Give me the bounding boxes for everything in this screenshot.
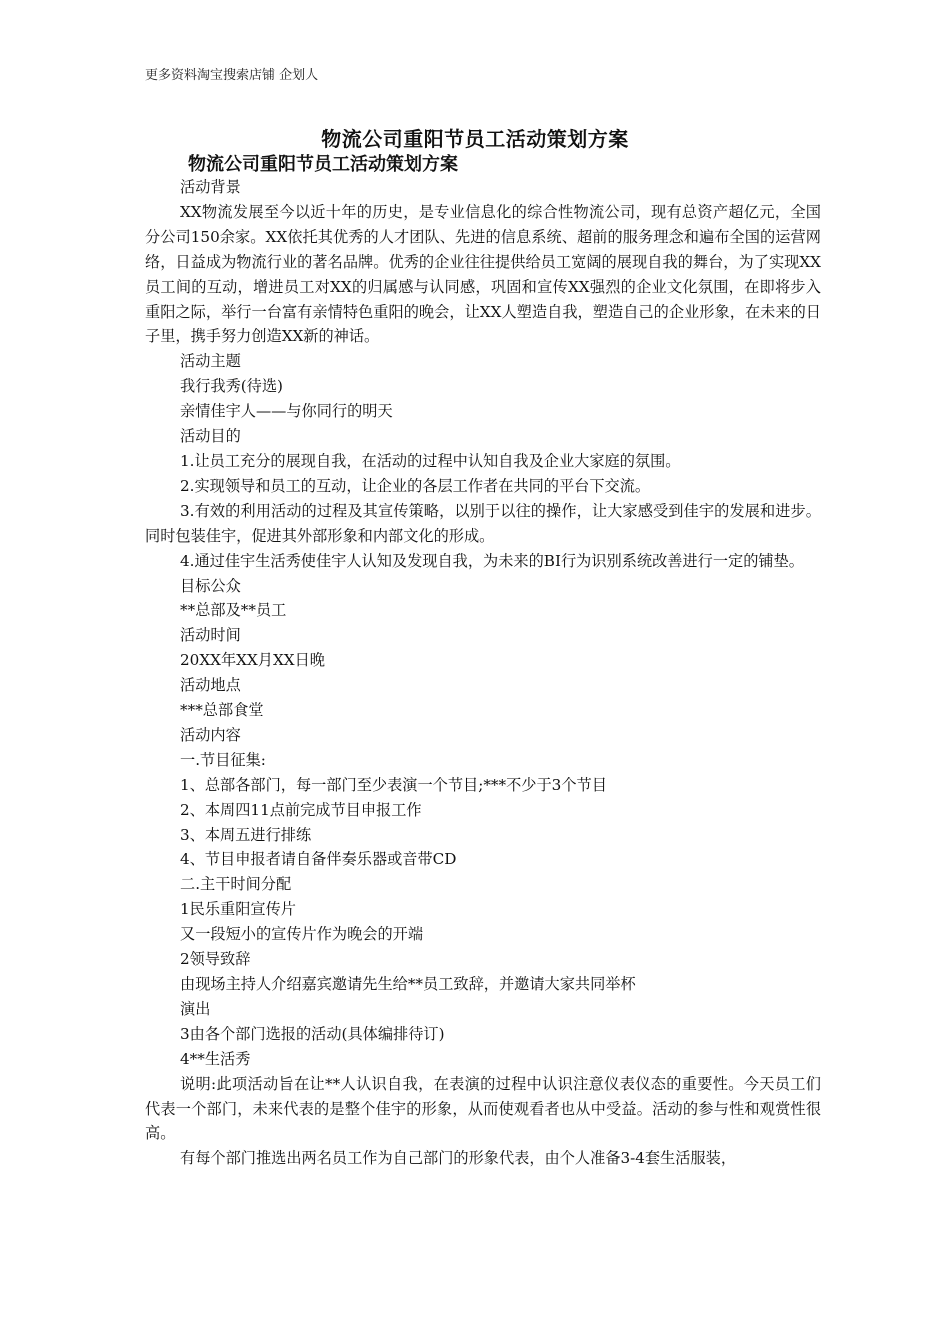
- body-paragraph: 亲情佳宇人——与你同行的明天: [180, 402, 393, 421]
- body-paragraph: 1.让员工充分的展现自我，在活动的过程中认知自我及企业大家庭的氛围。: [180, 451, 681, 470]
- body-paragraph: 4**生活秀: [180, 1049, 251, 1068]
- body-paragraph: 活动时间: [180, 626, 241, 645]
- body-paragraph: 活动内容: [180, 725, 241, 744]
- body-paragraph: ***总部食堂: [180, 701, 264, 720]
- body-paragraph: 4、节目申报者请自备伴奏乐器或音带CD: [180, 850, 457, 869]
- body-paragraph: 我行我秀(待选): [180, 377, 283, 396]
- body-paragraph: 2领导致辞: [180, 950, 251, 969]
- page-subtitle: 物流公司重阳节员工活动策划方案: [188, 154, 458, 175]
- page-title: 物流公司重阳节员工活动策划方案: [321, 127, 629, 151]
- body-paragraph: 说明:此项活动旨在让**人认识自我，在表演的过程中认识注意仪表仪态的重要性。今天员工们代表一个部门，未来代表的是整个佳宇的形象，从而使观看者也从中受益。活动的参与性和观赏性很高。: [145, 1074, 821, 1143]
- body-paragraph: 3由各个部门选报的活动(具体编排待订): [180, 1024, 445, 1043]
- body-paragraph: 2、本周四11点前完成节目申报工作: [180, 800, 422, 819]
- body-paragraph: 有每个部门推选出两名员工作为自己部门的形象代表，由个人准备3-4套生活服装，: [180, 1149, 737, 1168]
- body-paragraph: 1民乐重阳宣传片: [180, 900, 296, 919]
- header-note: 更多资料淘宝搜索店铺 企划人: [145, 68, 319, 83]
- body-paragraph: 目标公众: [180, 576, 241, 595]
- body-paragraph: **总部及**员工: [180, 601, 287, 620]
- body-paragraph: 3.有效的利用活动的过程及其宣传策略，以别于以往的操作，让大家感受到佳宇的发展和进步。同时包装佳宇，促进其外部形象和内部文化的形成。: [145, 501, 821, 545]
- body-paragraph: 活动目的: [180, 427, 241, 446]
- body-paragraph: 活动地点: [180, 676, 241, 695]
- body-paragraph: 1、总部各部门，每一部门至少表演一个节目;***不少于3个节目: [180, 775, 607, 794]
- body-paragraph: 活动主题: [180, 352, 241, 371]
- body-paragraph: XX物流发展至今以近十年的历史，是专业信息化的综合性物流公司，现有总资产超亿元，全国分公司150余家。XX依托其优秀的人才团队、先进的信息系统、超前的服务理念和遍布全国的运营网络，日益成为物流行业的著名品牌。优秀的企业往往提供给员工宽阔的展现自我的舞台，为了实现XX员工间的互动，增进员工对XX的归属感与认同感，巩固和宣传XX强烈的企业文化氛围，在即将步入重阳之际，举行一台富有亲情特色重阳的晚会，让XX人塑造自我，塑造自己的企业形象，在未来的日子里，携手努力创造XX新的神话。: [145, 202, 821, 346]
- body-paragraph: 3、本周五进行排练: [180, 825, 312, 844]
- body-paragraph: 4.通过佳宇生活秀使佳宇人认知及发现自我，为未来的BI行为识别系统改善进行一定的铺垫。: [180, 551, 804, 570]
- body-paragraph: 二.主干时间分配: [180, 875, 292, 894]
- body-paragraph: 2.实现领导和员工的互动，让企业的各层工作者在共同的平台下交流。: [180, 476, 651, 495]
- body-paragraph: 又一段短小的宣传片作为晚会的开端: [180, 925, 423, 944]
- body-paragraph: 由现场主持人介绍嘉宾邀请先生给**员工致辞，并邀请大家共同举杯: [180, 975, 636, 993]
- document-body: [145, 175, 821, 1171]
- body-paragraph: 一.节目征集:: [180, 750, 266, 769]
- body-paragraph: 活动背景: [180, 178, 241, 196]
- body-paragraph: 演出: [180, 999, 211, 1018]
- body-paragraph: 20XX年XX月XX日晚: [180, 651, 325, 670]
